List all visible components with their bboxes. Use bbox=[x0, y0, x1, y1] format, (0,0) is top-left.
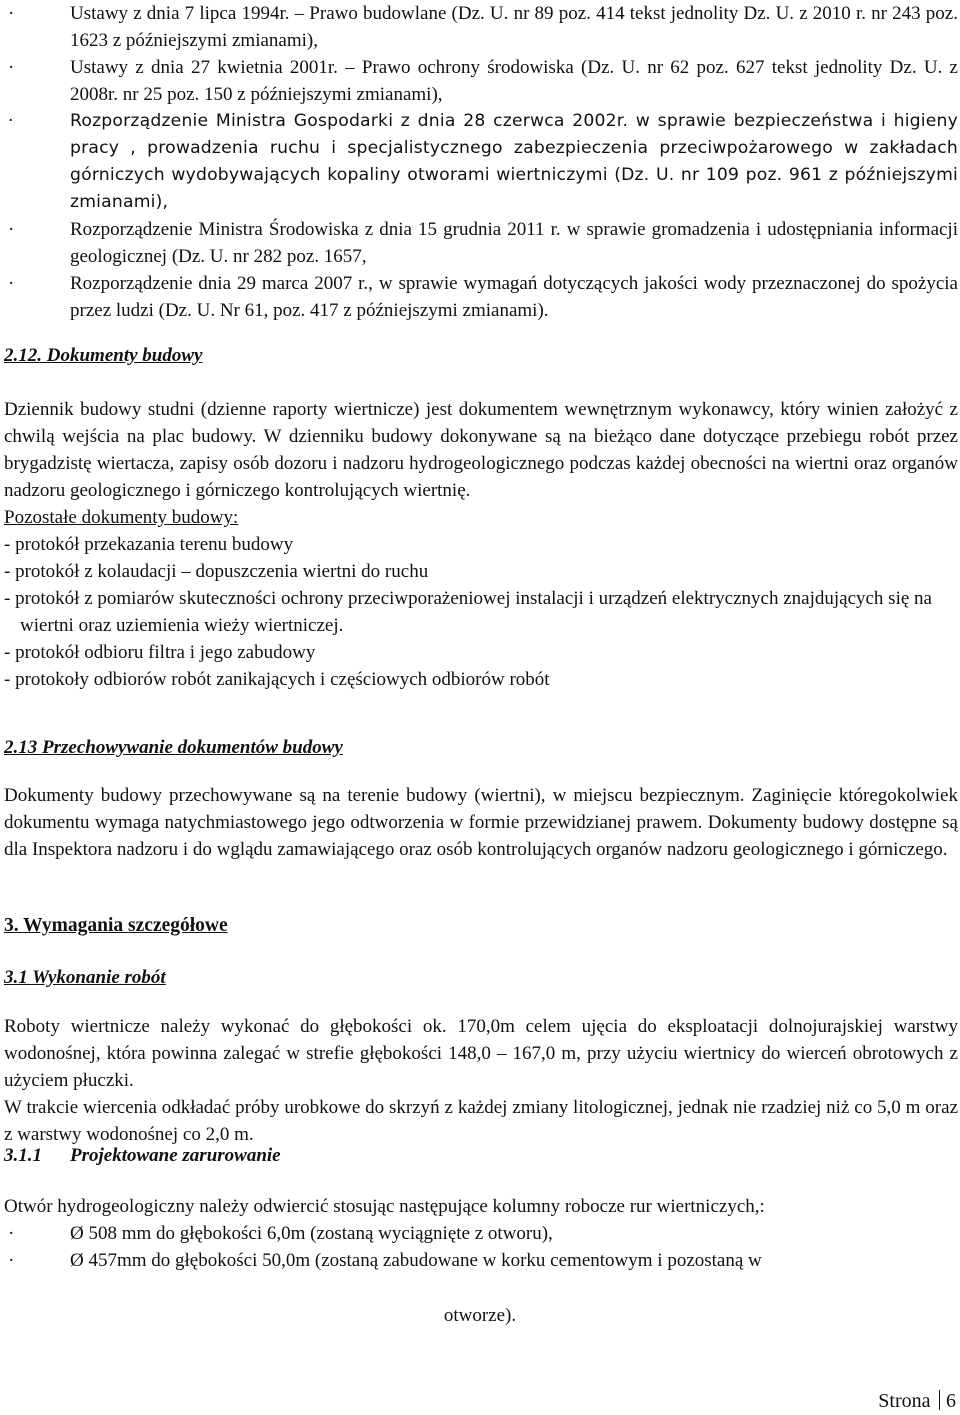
list-item bbox=[0, 108, 958, 216]
list-item bbox=[0, 54, 958, 108]
list-item-text: Rozporządzenie Ministra Gospodarki z dnia 28 czerwca 2002r. w sprawie bezpieczeństwa i higieny pracy , prowadzenia ruchu i specjalistycznego zabezpieczenia przeciwpożarowego w zakładach górniczych wydobywających kopaliny otworami wiertniczymi (Dz. U. nr 109 poz. 961 z późniejszymi zmianami), bbox=[70, 111, 958, 212]
list-item-text: Ø 508 mm do głębokości 6,0m (zostaną wyciągnięte z otworu), bbox=[70, 1223, 553, 1244]
other-documents-label: Pozostałe dokumenty budowy: bbox=[4, 507, 239, 528]
list-item-text: Ustawy z dnia 7 lipca 1994r. – Prawo budowlane (Dz. U. nr 89 poz. 414 tekst jednolity Dz. U. z 2010 r. nr 243 poz. 1623 z późniejszymi zmianami), bbox=[70, 3, 958, 51]
paragraph: Dokumenty budowy przechowywane są na terenie budowy (wiertni), w miejscu bezpiecznym. Zaginięcie któregokolwiek dokumentu wymaga natychmiastowego jego odtworzenia w formie przewidzianej prawem. Dokumenty budowy dostępne są dla Inspektora nadzoru i do wglądu zamawiającego oraz osób kontrolujących organów nadzoru geologicznego i górniczego. bbox=[4, 785, 958, 860]
footer-separator bbox=[939, 1390, 941, 1410]
section-heading-2-12: 2.12. Dokumenty budowy bbox=[4, 345, 203, 366]
paragraph: W trakcie wiercenia odkładać próby urobkowe do skrzyń z każdej zmiany litologicznej, jednak nie rzadziej niż co 5,0 m oraz z warstwy wodonośnej co 2,0 m. bbox=[4, 1097, 958, 1145]
list-item: - protokół odbioru filtra i jego zabudowy bbox=[4, 642, 316, 663]
list-item bbox=[0, 270, 958, 324]
casing-list bbox=[0, 1220, 958, 1274]
list-item: - protokół z kolaudacji – dopuszczenia wiertni do ruchu bbox=[4, 561, 429, 582]
subsection-number: 3.1.1 bbox=[4, 1145, 42, 1166]
section-2-12-body bbox=[4, 396, 958, 693]
page-number: 6 bbox=[946, 1390, 956, 1412]
list-item: - protokół przekazania terenu budowy bbox=[4, 534, 294, 555]
list-item-text: Rozporządzenie dnia 29 marca 2007 r., w sprawie wymagań dotyczących jakości wody przeznaczonej do spożycia przez ludzi (Dz. U. Nr 61, poz. 417 z późniejszymi zmianami). bbox=[70, 273, 958, 321]
bullet-icon: · bbox=[8, 1250, 15, 1271]
section-3-1-body bbox=[4, 1013, 958, 1148]
paragraph: Dziennik budowy studni (dzienne raporty wiertnicze) jest dokumentem wewnętrznym wykonawcy, który winien założyć z chwilą wejścia na plac budowy. W dzienniku budowy dokonywane są na bieżąco dane dotyczące przebiegu robót przez brygadzistę wiertacza, zapisy osób dozoru i nadzoru hydrogeologicznego podczas każdej obecności na wiertni oraz organów nadzoru geologicznego i górniczego kontrolujących wiertnię. bbox=[4, 399, 958, 501]
bullet-icon: · bbox=[8, 273, 15, 294]
subsection-heading-3-1-1 bbox=[4, 1142, 281, 1169]
list-item bbox=[0, 216, 958, 270]
list-item bbox=[0, 1220, 958, 1247]
bullet-icon: · bbox=[8, 3, 15, 24]
list-item-text: Ustawy z dnia 27 kwietnia 2001r. – Prawo ochrony środowiska (Dz. U. nr 62 poz. 627 tekst jednolity Dz. U. z 2008r. nr 25 poz. 150 z późniejszymi zmianami), bbox=[70, 57, 958, 105]
list-item bbox=[0, 1247, 958, 1274]
list-item-text: Ø 457mm do głębokości 50,0m (zostaną zabudowane w korku cementowym i pozostaną w bbox=[70, 1250, 762, 1271]
list-item: - protokół z pomiarów skuteczności ochrony przeciwporażeniowej instalacji i urządzeń elektrycznych znajdujących się na wiertni oraz uziemienia wieży wiertniczej. bbox=[4, 588, 932, 636]
bullet-icon: · bbox=[8, 111, 14, 131]
paragraph: Roboty wiertnicze należy wykonać do głębokości ok. 170,0m celem ujęcia do eksploatacji dolnojurajskiej warstwy wodonośnej, która powinna zalegać w strefie głębokości 148,0 – 167,0 m, przy użyciu wiertnicy do wierceń obrotowych z użyciem płuczki. bbox=[4, 1016, 958, 1091]
section-heading-3: 3. Wymagania szczegółowe bbox=[4, 915, 228, 936]
page-footer bbox=[878, 1388, 956, 1415]
section-heading-2-13: 2.13 Przechowywanie dokumentów budowy bbox=[4, 737, 343, 758]
list-item bbox=[0, 0, 958, 54]
bullet-icon: · bbox=[8, 57, 15, 78]
footer-label: Strona bbox=[878, 1390, 931, 1412]
bullet-icon: · bbox=[8, 1223, 15, 1244]
list-item-text: Rozporządzenie Ministra Środowiska z dnia 15 grudnia 2011 r. w sprawie gromadzenia i udostępniania informacji geologicznej (Dz. U. nr 282 poz. 1657, bbox=[70, 219, 958, 267]
casing-list-tail: otworze). bbox=[443, 1305, 517, 1326]
subsection-title: Projektowane zarurowanie bbox=[70, 1145, 281, 1166]
bullet-icon: · bbox=[8, 219, 15, 240]
subsection-intro: Otwór hydrogeologiczny należy odwiercić stosując następujące kolumny robocze rur wiertniczych,: bbox=[4, 1196, 765, 1217]
section-heading-3-1: 3.1 Wykonanie robót bbox=[4, 967, 166, 988]
list-item: - protokoły odbiorów robót zanikających i częściowych odbiorów robót bbox=[4, 669, 550, 690]
legal-references-list bbox=[0, 0, 958, 324]
